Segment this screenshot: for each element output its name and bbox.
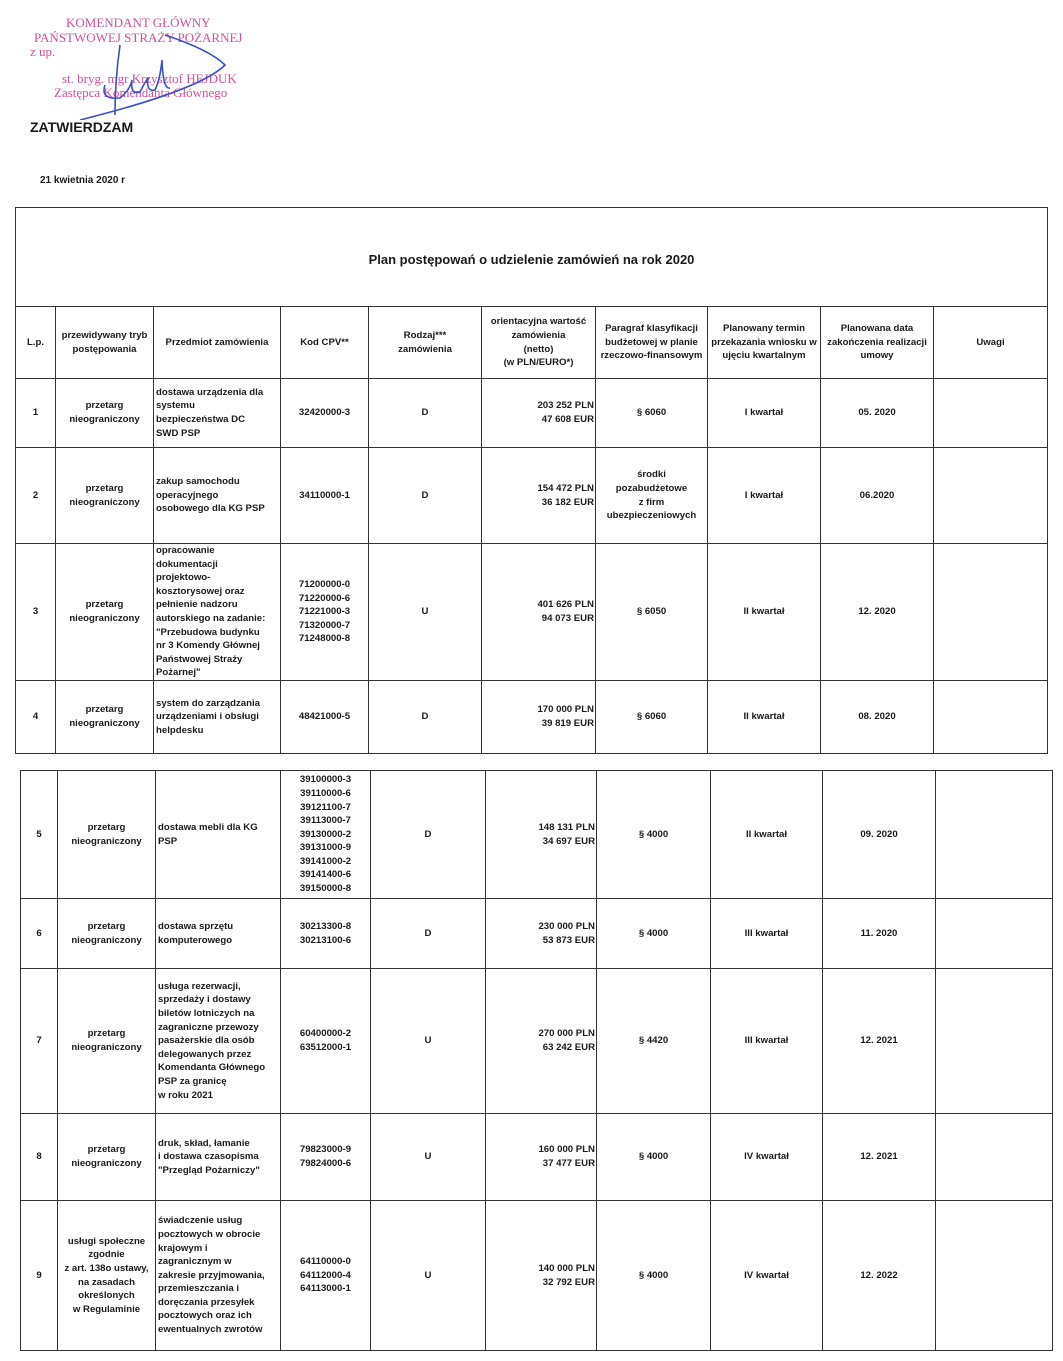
procurement-table-part-2 bbox=[20, 770, 1053, 1351]
cell-przedmiot: zakup samochodu operacyjnego osobowego dla KG PSP bbox=[154, 448, 281, 544]
cell-lp: 8 bbox=[21, 1114, 58, 1201]
cell-przedmiot: dostawa mebli dla KG PSP bbox=[156, 771, 281, 899]
cell-rodzaj: U bbox=[371, 1201, 486, 1351]
table-row bbox=[16, 680, 1048, 753]
cell-termin: II kwartał bbox=[708, 680, 821, 753]
cell-uwagi bbox=[936, 1114, 1053, 1201]
cell-paragraf: § 6050 bbox=[596, 544, 708, 681]
approval-label: ZATWIERDZAM bbox=[30, 119, 134, 135]
cell-paragraf: § 4000 bbox=[597, 1201, 711, 1351]
cell-cpv: 39100000-3 39110000-6 39121100-7 39113000-7 39130000-2 39131000-9 39141000-2 39141400-6 39150000-8 bbox=[281, 771, 371, 899]
cell-data: 09. 2020 bbox=[823, 771, 936, 899]
column-header-lp: L.p. bbox=[16, 307, 56, 379]
cell-rodzaj: D bbox=[369, 448, 482, 544]
cell-uwagi bbox=[936, 1201, 1053, 1351]
cell-cpv: 60400000-2 63512000-1 bbox=[281, 969, 371, 1114]
cell-cpv: 30213300-8 30213100-6 bbox=[281, 899, 371, 969]
cell-paragraf: § 4420 bbox=[597, 969, 711, 1114]
table-row bbox=[16, 544, 1048, 681]
table-row bbox=[21, 1201, 1053, 1351]
cell-tryb: przetarg nieograniczony bbox=[58, 899, 156, 969]
cell-data: 12. 2022 bbox=[823, 1201, 936, 1351]
cell-rodzaj: U bbox=[369, 544, 482, 681]
cell-tryb: przetarg nieograniczony bbox=[56, 379, 154, 448]
table-row bbox=[21, 969, 1053, 1114]
stamp-line: PAŃSTWOWEJ STRAŻY POŻARNEJ bbox=[34, 29, 243, 45]
cell-data: 12. 2021 bbox=[823, 969, 936, 1114]
cell-uwagi bbox=[936, 899, 1053, 969]
cell-uwagi bbox=[936, 771, 1053, 899]
cell-rodzaj: D bbox=[369, 379, 482, 448]
cell-paragraf: § 4000 bbox=[597, 771, 711, 899]
column-header-paragraf: Paragraf klasyfikacji budżetowej w planie rzeczowo-finansowym bbox=[596, 307, 708, 379]
cell-uwagi bbox=[936, 969, 1053, 1114]
cell-rodzaj: D bbox=[371, 771, 486, 899]
cell-data: 08. 2020 bbox=[821, 680, 934, 753]
cell-tryb: przetarg nieograniczony bbox=[58, 969, 156, 1114]
cell-wartosc: 270 000 PLN 63 242 EUR bbox=[486, 969, 597, 1114]
cell-przedmiot: świadczenie usług pocztowych w obrocie krajowym i zagranicznym w zakresie przyjmowania, przemieszczania i doręczania przesyłek pocztowych oraz ich ewentualnych zwrotów bbox=[156, 1201, 281, 1351]
cell-termin: II kwartał bbox=[711, 771, 823, 899]
cell-rodzaj: D bbox=[371, 899, 486, 969]
cell-tryb: przetarg nieograniczony bbox=[56, 448, 154, 544]
cell-wartosc: 401 626 PLN 94 073 EUR bbox=[482, 544, 596, 681]
cell-termin: IV kwartał bbox=[711, 1114, 823, 1201]
cell-data: 05. 2020 bbox=[821, 379, 934, 448]
cell-cpv: 34110000-1 bbox=[281, 448, 369, 544]
table-row bbox=[16, 448, 1048, 544]
cell-wartosc: 230 000 PLN 53 873 EUR bbox=[486, 899, 597, 969]
cell-lp: 1 bbox=[16, 379, 56, 448]
cell-rodzaj: U bbox=[371, 969, 486, 1114]
cell-termin: II kwartał bbox=[708, 544, 821, 681]
cell-termin: I kwartał bbox=[708, 379, 821, 448]
cell-termin: I kwartał bbox=[708, 448, 821, 544]
cell-przedmiot: opracowanie dokumentacji projektowo- kosztorysowej oraz pełnienie nadzoru autorskiego na zadanie: "Przebudowa budynku nr 3 Komendy Głównej Państwowej Straży Pożarnej" bbox=[154, 544, 281, 681]
stamp-line: z up. bbox=[30, 44, 56, 59]
column-header-tryb: przewidywany tryb postępowania bbox=[56, 307, 154, 379]
column-header-wartosc: orientacyjna wartość zamówienia (netto) (w PLN/EURO*) bbox=[482, 307, 596, 379]
cell-uwagi bbox=[934, 544, 1048, 681]
cell-paragraf: § 4000 bbox=[597, 1114, 711, 1201]
cell-rodzaj: D bbox=[369, 680, 482, 753]
cell-termin: IV kwartał bbox=[711, 1201, 823, 1351]
cell-cpv: 64110000-0 64112000-4 64113000-1 bbox=[281, 1201, 371, 1351]
procurement-table-part-1 bbox=[15, 207, 1048, 754]
table-title: Plan postępowań o udzielenie zamówień na rok 2020 bbox=[16, 208, 1048, 307]
cell-wartosc: 203 252 PLN 47 608 EUR bbox=[482, 379, 596, 448]
cell-lp: 6 bbox=[21, 899, 58, 969]
cell-przedmiot: usługa rezerwacji, sprzedaży i dostawy biletów lotniczych na zagraniczne przewozy pasażerskie dla osób delegowanych przez Komendanta Głównego PSP za granicę w roku 2021 bbox=[156, 969, 281, 1114]
cell-wartosc: 160 000 PLN 37 477 EUR bbox=[486, 1114, 597, 1201]
column-header-termin: Planowany termin przekazania wniosku w ujęciu kwartalnym bbox=[708, 307, 821, 379]
cell-lp: 9 bbox=[21, 1201, 58, 1351]
column-header-rodzaj: Rodzaj*** zamówienia bbox=[369, 307, 482, 379]
cell-data: 12. 2020 bbox=[821, 544, 934, 681]
cell-tryb: przetarg nieograniczony bbox=[58, 1114, 156, 1201]
cell-przedmiot: druk, skład, łamanie i dostawa czasopisma "Przegląd Pożarniczy" bbox=[156, 1114, 281, 1201]
stamp-line: st. bryg. mgr Krzysztof HEJDUK bbox=[62, 70, 237, 86]
stamp-line: Zastępca Komendanta Głównego bbox=[54, 85, 228, 100]
cell-data: 06.2020 bbox=[821, 448, 934, 544]
cell-uwagi bbox=[934, 680, 1048, 753]
cell-przedmiot: dostawa sprzętu komputerowego bbox=[156, 899, 281, 969]
cell-uwagi bbox=[934, 379, 1048, 448]
cell-wartosc: 140 000 PLN 32 792 EUR bbox=[486, 1201, 597, 1351]
column-header-uwagi: Uwagi bbox=[934, 307, 1048, 379]
cell-tryb: przetarg nieograniczony bbox=[56, 680, 154, 753]
cell-cpv: 48421000-5 bbox=[281, 680, 369, 753]
stamp-line: KOMENDANT GŁÓWNY bbox=[66, 15, 211, 30]
cell-paragraf: § 6060 bbox=[596, 379, 708, 448]
cell-termin: III kwartał bbox=[711, 969, 823, 1114]
cell-tryb: usługi społeczne zgodnie z art. 138o ustawy, na zasadach określonych w Regulaminie bbox=[58, 1201, 156, 1351]
cell-lp: 3 bbox=[16, 544, 56, 681]
cell-lp: 7 bbox=[21, 969, 58, 1114]
table-row bbox=[21, 899, 1053, 969]
column-header-przedmiot: Przedmiot zamówienia bbox=[154, 307, 281, 379]
cell-cpv: 32420000-3 bbox=[281, 379, 369, 448]
cell-paragraf: § 6060 bbox=[596, 680, 708, 753]
cell-data: 11. 2020 bbox=[823, 899, 936, 969]
cell-paragraf: środki pozabudżetowe z firm ubezpieczeniowych bbox=[596, 448, 708, 544]
cell-lp: 4 bbox=[16, 680, 56, 753]
cell-paragraf: § 4000 bbox=[597, 899, 711, 969]
cell-wartosc: 170 000 PLN 39 819 EUR bbox=[482, 680, 596, 753]
table-row bbox=[21, 771, 1053, 899]
cell-rodzaj: U bbox=[371, 1114, 486, 1201]
cell-uwagi bbox=[934, 448, 1048, 544]
cell-data: 12. 2021 bbox=[823, 1114, 936, 1201]
cell-przedmiot: dostawa urządzenia dla systemu bezpieczeństwa DC SWD PSP bbox=[154, 379, 281, 448]
cell-wartosc: 148 131 PLN 34 697 EUR bbox=[486, 771, 597, 899]
table-row bbox=[16, 379, 1048, 448]
cell-tryb: przetarg nieograniczony bbox=[58, 771, 156, 899]
cell-przedmiot: system do zarządzania urządzeniami i obsługi helpdesku bbox=[154, 680, 281, 753]
cell-cpv: 71200000-0 71220000-6 71221000-3 71320000-7 71248000-8 bbox=[281, 544, 369, 681]
cell-lp: 2 bbox=[16, 448, 56, 544]
column-header-cpv: Kod CPV** bbox=[281, 307, 369, 379]
cell-termin: III kwartał bbox=[711, 899, 823, 969]
document-date: 21 kwietnia 2020 r bbox=[40, 175, 126, 186]
cell-wartosc: 154 472 PLN 36 182 EUR bbox=[482, 448, 596, 544]
column-header-data: Planowana data zakończenia realizacji umowy bbox=[821, 307, 934, 379]
cell-lp: 5 bbox=[21, 771, 58, 899]
signature-icon bbox=[60, 20, 260, 120]
cell-tryb: przetarg nieograniczony bbox=[56, 544, 154, 681]
table-row bbox=[21, 1114, 1053, 1201]
cell-cpv: 79823000-9 79824000-6 bbox=[281, 1114, 371, 1201]
